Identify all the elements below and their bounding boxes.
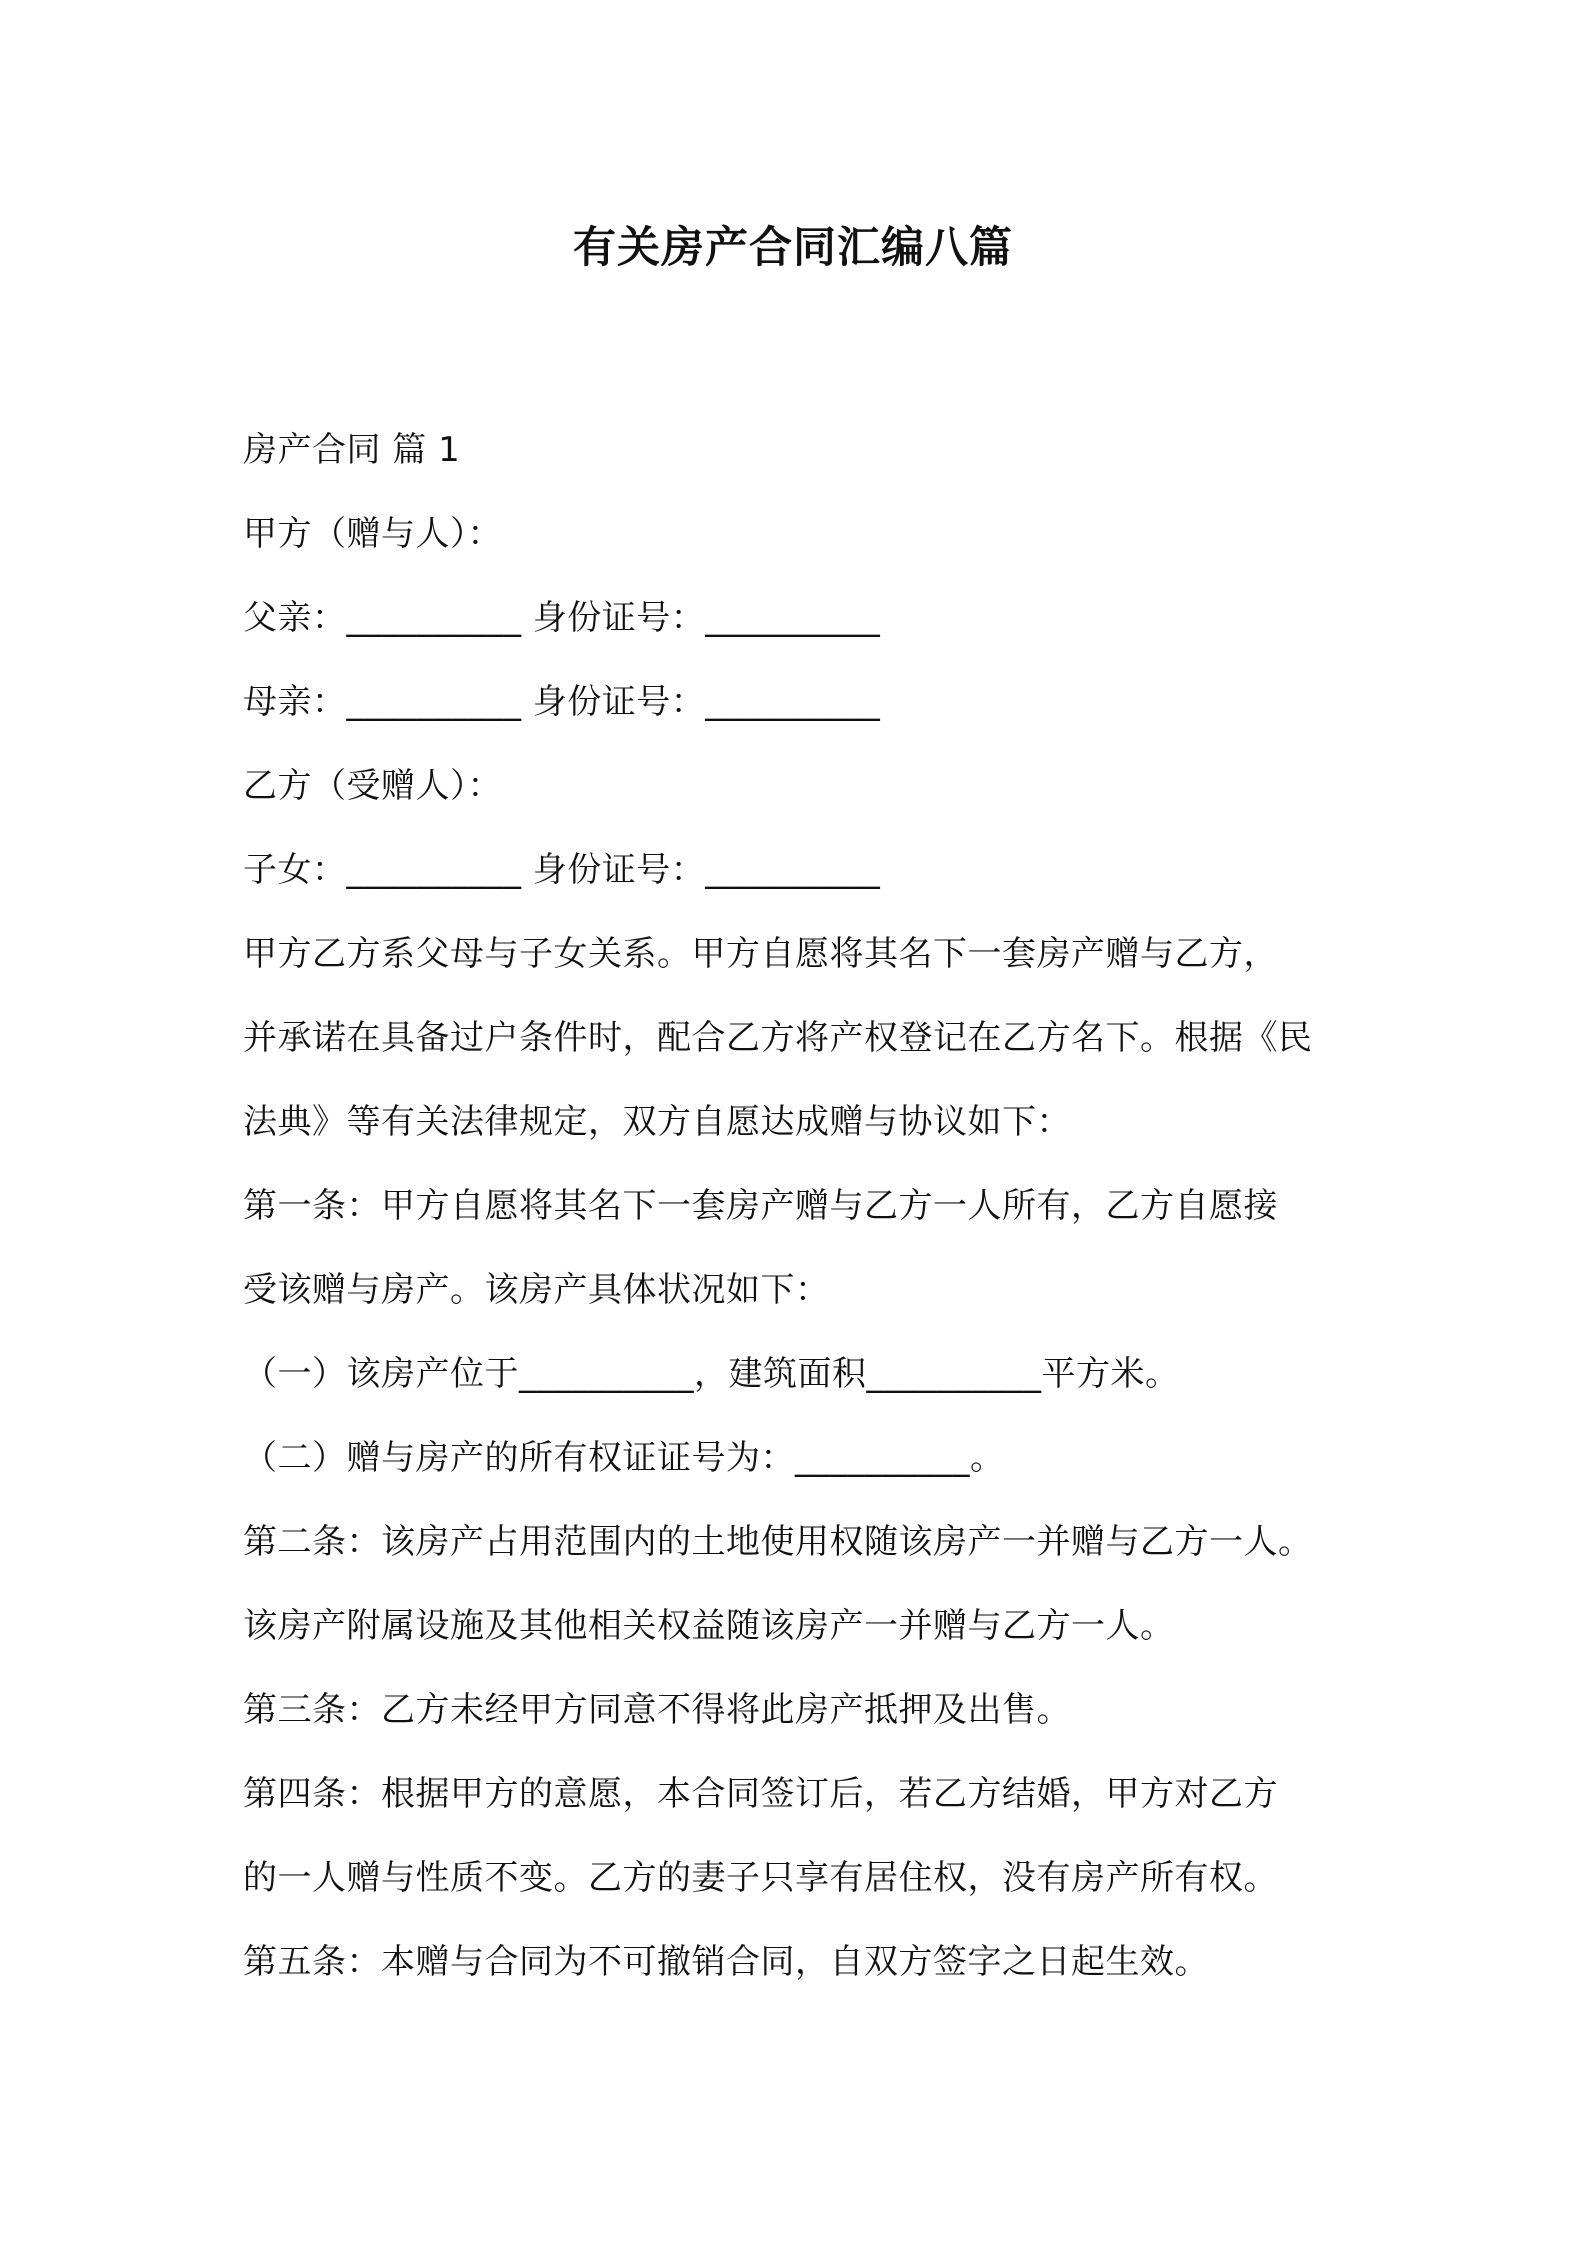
document-body [243,408,1373,2004]
article-4-line: 的一人赠与性质不变。乙方的妻子只享有居住权，没有房产所有权。 [243,1858,1278,1898]
paragraph-line: 并承诺在具备过户条件时，配合乙方将产权登记在乙方名下。根据《民 [243,1018,1313,1058]
article-1-line: 受该赠与房产。该房产具体状况如下： [243,1270,830,1310]
clause-1-line: （一）该房产位于__________，建筑面积__________平方米。 [243,1354,1180,1394]
father-id-line: 父亲：__________ 身份证号：__________ [243,598,881,638]
mother-id-line: 母亲：__________ 身份证号：__________ [243,682,881,722]
child-id-line: 子女：__________ 身份证号：__________ [243,850,881,890]
article-2-line: 第二条：该房产占用范围内的土地使用权随该房产一并赠与乙方一人。 [243,1522,1313,1562]
section-heading: 房产合同 篇 1 [243,430,461,470]
party-a-label: 甲方（赠与人）： [243,514,502,554]
article-2-line: 该房产附属设施及其他相关权益随该房产一并赠与乙方一人。 [243,1606,1175,1646]
article-3-line: 第三条：乙方未经甲方同意不得将此房产抵押及出售。 [243,1690,1071,1730]
article-5-line: 第五条：本赠与合同为不可撤销合同，自双方签字之日起生效。 [243,1942,1209,1982]
party-b-label: 乙方（受赠人）： [243,766,502,806]
paragraph-line: 法典》等有关法律规定，双方自愿达成赠与协议如下： [243,1102,1071,1142]
clause-2-line: （二）赠与房产的所有权证证号为：__________。 [243,1438,1005,1478]
article-4-line: 第四条：根据甲方的意愿，本合同签订后，若乙方结婚，甲方对乙方 [243,1774,1278,1814]
document-title: 有关房产合同汇编八篇 [573,223,1013,273]
paragraph-line: 甲方乙方系父母与子女关系。甲方自愿将其名下一套房产赠与乙方， [243,934,1278,974]
article-1-line: 第一条：甲方自愿将其名下一套房产赠与乙方一人所有，乙方自愿接 [243,1186,1278,1226]
